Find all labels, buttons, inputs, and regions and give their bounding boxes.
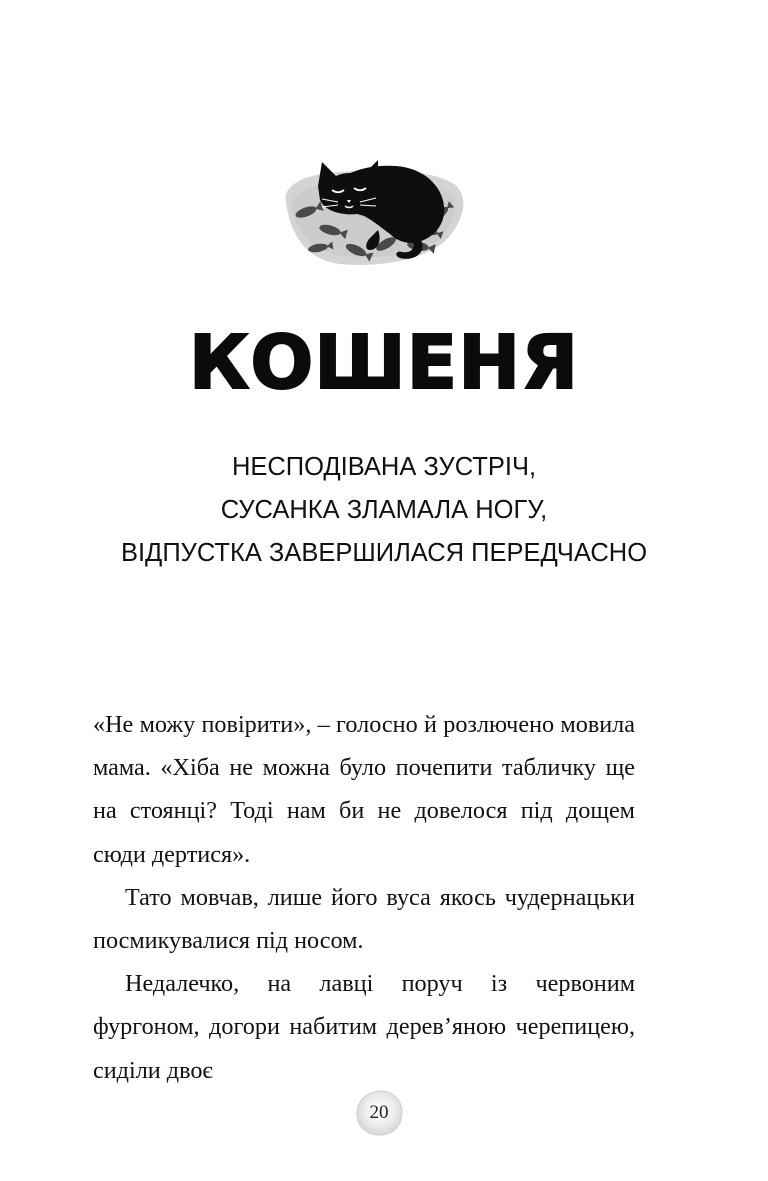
- page-number-badge: [353, 1088, 405, 1138]
- chapter-subtitle: [0, 446, 768, 575]
- body-text: [93, 703, 635, 1092]
- subtitle-line-3: ВІДПУСТКА ЗАВЕРШИЛАСЯ ПЕРЕДЧАСНО: [120, 539, 648, 567]
- paragraph-2: Тато мовчав, лише його вуса якось чудернацьки посмикувалися під носом.: [93, 883, 635, 955]
- subtitle-line-1: НЕСПОДІВАНА ЗУСТРІЧ,: [231, 453, 537, 481]
- sleeping-black-cat-on-fish-cushion-icon: [278, 150, 468, 275]
- subtitle-line-2: СУСАНКА ЗЛАМАЛА НОГУ,: [220, 496, 548, 524]
- page-number: 20: [369, 1102, 389, 1123]
- chapter-title: КОШЕНЯ: [188, 320, 580, 406]
- paragraph-3: Недалечко, на лавці поруч із червоним фургоном, догори набитим дерев’яною черепицею, сиділи двоє: [93, 970, 635, 1084]
- paragraph-1: «Не можу повірити», – голосно й розлючено мовила мама. «Хіба не можна було почепити табличку ще на стоянці? Тоді нам би не довелося під дощем сюди дертися».: [93, 711, 635, 868]
- cat-illustration: [278, 150, 468, 275]
